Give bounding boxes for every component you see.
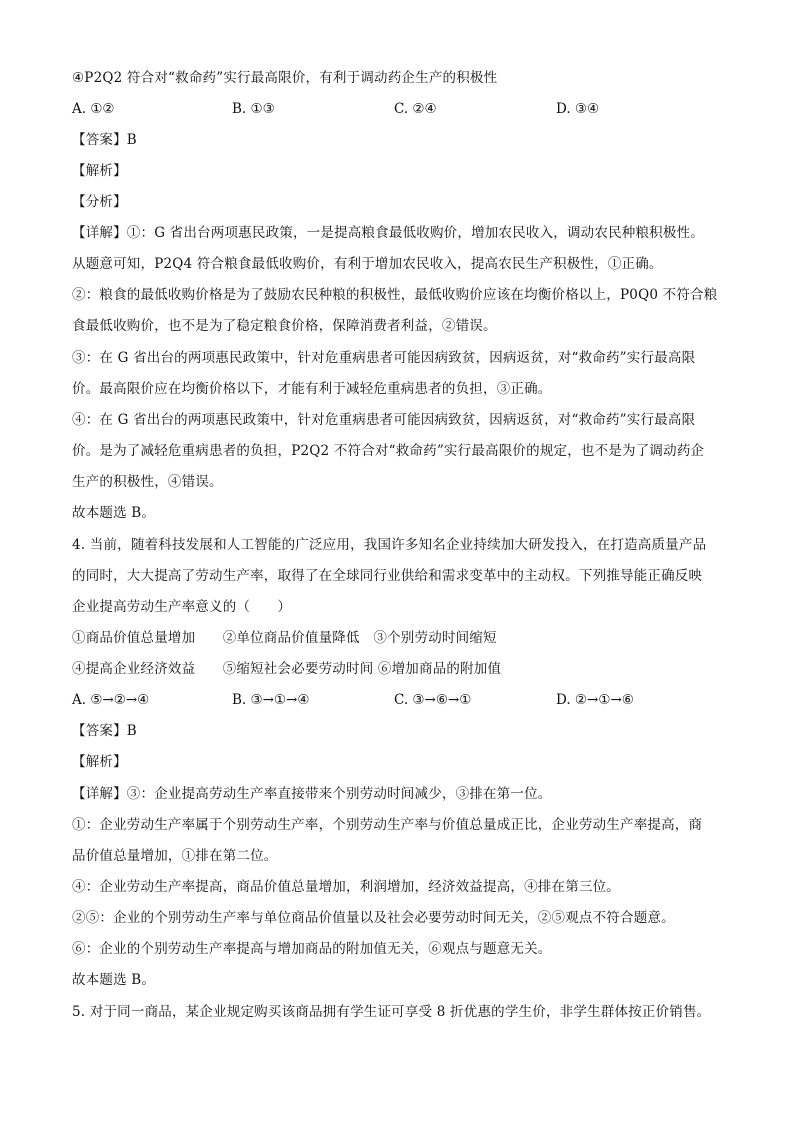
option-a: A. ①②: [72, 101, 115, 117]
text-line: 故本题选 B。: [72, 505, 156, 521]
option-c: C. ③→⑥→①: [394, 692, 472, 708]
text-line: 故本题选 B。: [72, 972, 156, 988]
text-line: 的同时，大大提高了劳动生产率，取得了在全球同行业供给和需求变革中的主动权。下列推导能正确反映: [72, 568, 703, 584]
text-line: ④：在 G 省出台的两项惠民政策中，针对危重病患者可能因病致贫，因病返贫，对“救命药”实行最高限: [72, 412, 696, 428]
option-d: D. ②→①→⑥: [556, 692, 634, 708]
text-line: ③：在 G 省出台的两项惠民政策中，针对危重病患者可能因病致贫，因病返贫，对“救命药”实行最高限: [72, 350, 696, 366]
text-line: 从题意可知，P2Q4 符合粮食最低收购价，有利于增加农民收入，提高农民生产积极性，①正确。: [72, 256, 663, 272]
analysis-label: 【解析】: [72, 163, 127, 179]
question-5: 5. 对于同一商品，某企业规定购买该商品拥有学生证可享受 8 折优惠的学生价，非学生群体按正价销售。: [72, 1004, 711, 1020]
option-b: B. ③→①→④: [232, 692, 310, 708]
text-line: 品价值总量增加，①排在第二位。: [72, 848, 278, 864]
option-a: A. ⑤→②→④: [72, 692, 150, 708]
option-c: C. ②④: [394, 101, 437, 117]
answer-label: 【答案】B: [72, 723, 137, 739]
text-line: ①：企业劳动生产率属于个别劳动生产率，个别劳动生产率与价值总量成正比，企业劳动生产率提高，商: [72, 817, 703, 833]
text-line: ②：粮食的最低收购价格是为了鼓励农民种粮的积极性，最低收购价应该在均衡价格以上，P0Q0 不符合粮: [72, 287, 718, 303]
text-line: ④P2Q2 符合对“救命药”实行最高限价，有利于调动药企生产的积极性: [72, 70, 498, 86]
text-line: ⑥：企业的个别劳动生产率提高与增加商品的附加值无关，⑥观点与题意无关。: [72, 941, 552, 957]
option-b: B. ①③: [232, 101, 275, 117]
option-d: D. ③④: [556, 101, 600, 117]
text-line: 生产的积极性，④错误。: [72, 474, 223, 490]
question-4: 4. 当前，随着科技发展和人工智能的广泛应用，我国许多知名企业持续加大研发投入，在打造高质量产品: [72, 537, 707, 553]
answer-label: 【答案】B: [72, 132, 137, 148]
text-line: 【详解】③：企业提高劳动生产率直接带来个别劳动时间减少，③排在第一位。: [72, 786, 552, 802]
text-line: 价。最高限价应在均衡价格以下，才能有利于减轻危重病患者的负担，③正确。: [72, 381, 552, 397]
text-line: 企业提高劳动生产率意义的（ ）: [72, 599, 292, 615]
text-line: 【详解】①：G 省出台两项惠民政策，一是提高粮食最低收购价，增加农民收入，调动农民种粮积极性。: [72, 225, 704, 241]
text-line: ④：企业劳动生产率提高，商品价值总量增加，利润增加，经济效益提高，④排在第三位。: [72, 879, 620, 895]
text-line: ②⑤：企业的个别劳动生产率与单位商品价值量以及社会必要劳动时间无关，②⑤观点不符合题意。: [72, 910, 675, 926]
text-line: 价。是为了减轻危重病患者的负担，P2Q2 不符合对“救命药”实行最高限价的规定，也不是为了调动药企: [72, 443, 705, 459]
choices-row-1: ①商品价值总量增加 ②单位商品价值量降低 ③个别劳动时间缩短: [72, 630, 497, 646]
choices-row-2: ④提高企业经济效益 ⑤缩短社会必要劳动时间 ⑥增加商品的附加值: [72, 661, 502, 677]
text-line: 食最低收购价，也不是为了稳定粮食价格，保障消费者利益，②错误。: [72, 318, 497, 334]
analysis-label: 【解析】: [72, 754, 127, 770]
fenxi-label: 【分析】: [72, 194, 127, 210]
